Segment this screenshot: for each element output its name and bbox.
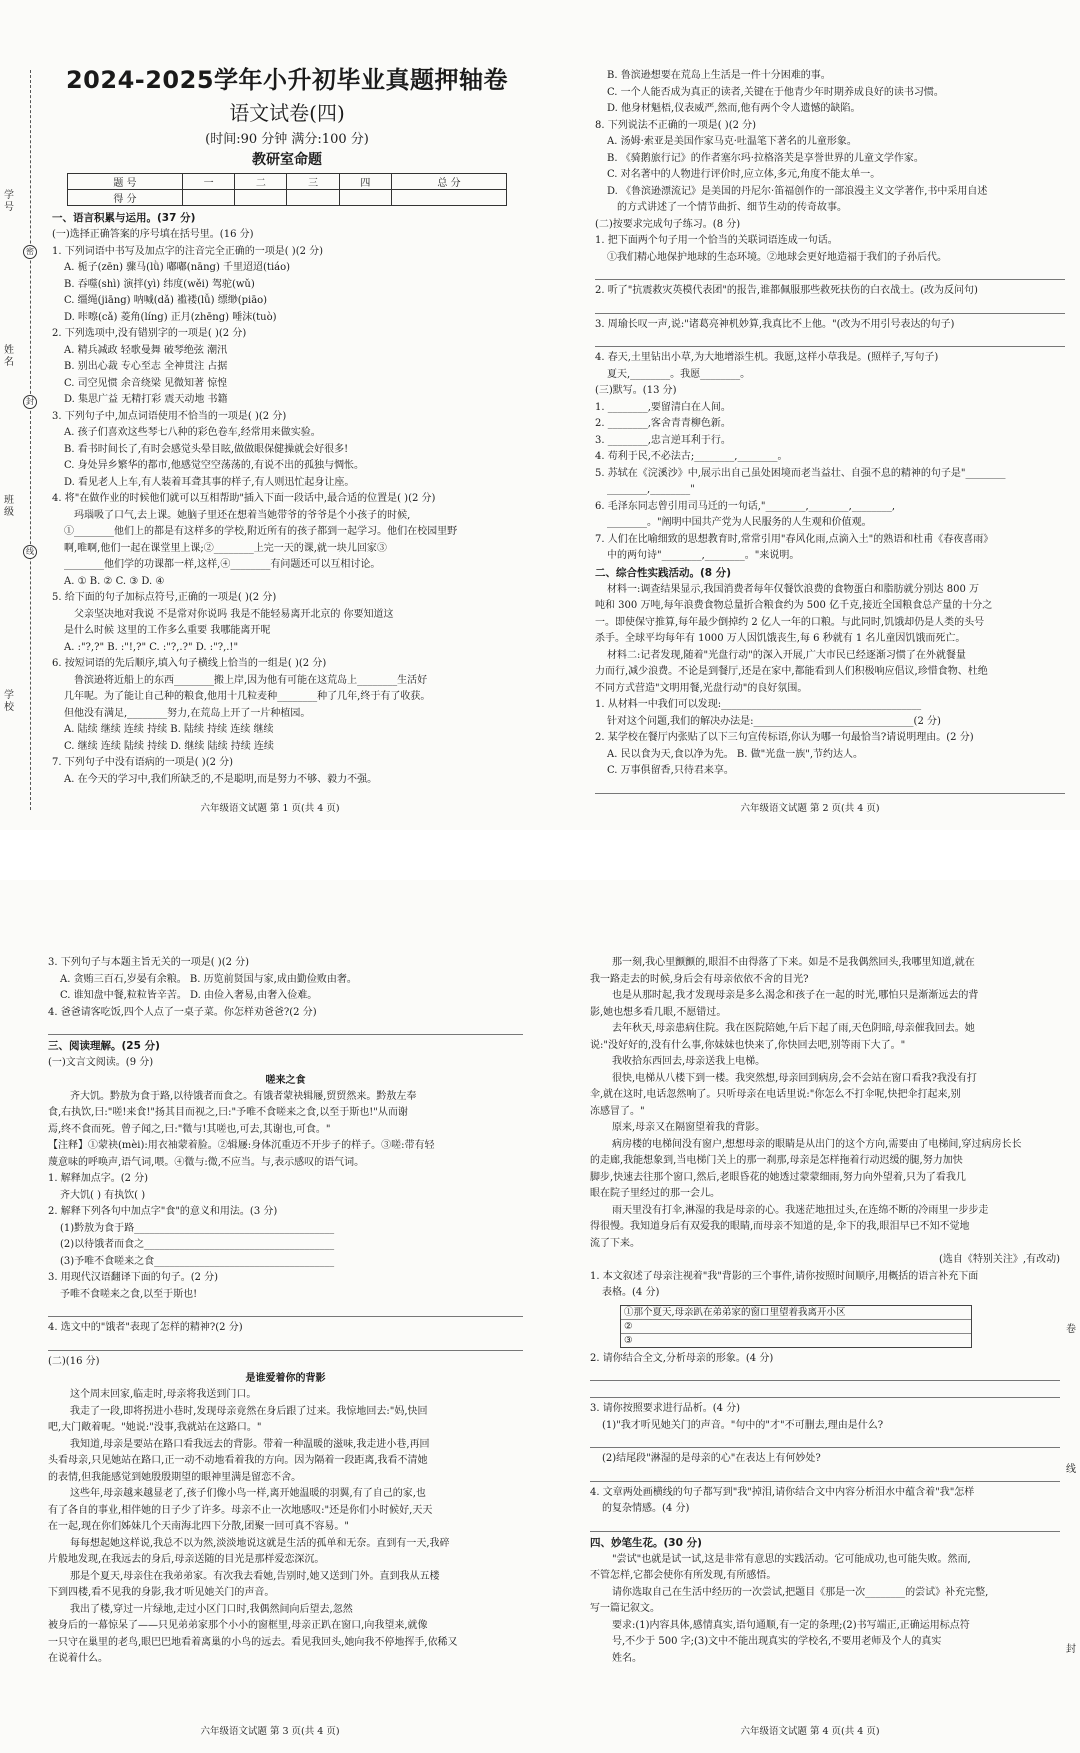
option-line: A. 栀子(zēn) 骤马(lǜ) 嘟嘟(nāng) 千里迢迢(tiáo) bbox=[64, 262, 291, 273]
passage-line: 片般地发现,在我远去的身后,母亲送随的目光是那样爱恋深沉。 bbox=[48, 1554, 325, 1565]
exam-department: 教研室命题 bbox=[252, 152, 322, 168]
passage-line: 但他没有满足,________努力,在荒岛上开了一片种植园。 bbox=[64, 707, 311, 719]
passage-line: 说:"没好好的,没有什么事,你妹妹也快来了,你快回去吧,别等雨下大了。" bbox=[590, 1039, 906, 1051]
question-line: 2. 请你结合全文,分析母亲的形象。(4 分) bbox=[590, 1352, 774, 1364]
answer-table bbox=[620, 1305, 972, 1348]
question-line: (1)黔敖为食于路________________________________________ bbox=[60, 1222, 335, 1234]
passage-line: 这个周末回家,临走时,母亲将我送到门口。 bbox=[70, 1389, 257, 1400]
edge-mark: 线 bbox=[1066, 1464, 1076, 1475]
prompt-line: "尝试"也就是试一试,这是非常有意思的实践活动。它可能成功,也可能失败。然而, bbox=[612, 1553, 971, 1565]
answer-line[interactable] bbox=[48, 1303, 523, 1317]
passage-line: 伞,就在这时,电话忽然响了。只听母亲在电话里说:"你怎么不打伞呢,快把伞打起来,别 bbox=[590, 1089, 961, 1100]
material-line: 力而行,减少浪费。不论是到餐厅,还是在家中,都能看到人们积极响应倡议,珍惜食物、杜绝 bbox=[595, 666, 988, 677]
answer-table-row[interactable]: ①那个夏天,母亲趴在弟弟家的窗口里望着我离开小区 bbox=[621, 1306, 971, 1320]
prompt-line: 号,不少于 500 字;(3)文中不能出现真实的学校名,不要用老师及个人的真实 bbox=[612, 1636, 942, 1647]
prompt-line: 不管怎样,它都会使你有所发现,有所感悟。 bbox=[590, 1570, 777, 1581]
passage-line: 也是从那时起,我才发现母亲是多么渴念和孩子在一起的时光,哪怕只是渐渐远去的背 bbox=[612, 990, 979, 1001]
option-line: A. 汤姆·索亚是美国作家马克·吐温笔下著名的儿童形象。 bbox=[607, 136, 857, 147]
binding-label-school: 学校 bbox=[4, 690, 14, 713]
option-line: B. 别出心裁 专心至志 全神贯注 占据 bbox=[64, 361, 228, 372]
passage-line: 吧,大门敞着呢。"她说:"没事,我就站在这路口。" bbox=[48, 1422, 262, 1433]
answer-line[interactable] bbox=[590, 1518, 1060, 1532]
option-line: A. :"?,?" B. :"!,?" C. :"?,.?" D. :"?,.!" bbox=[64, 641, 239, 653]
option-line: C. 司空见惯 余音绕梁 见微知著 惊惶 bbox=[64, 377, 228, 389]
question-line: (三)默写。(13 分) bbox=[595, 385, 677, 396]
passage-line: 的表情,但我能感觉到她殷殷期望的眼神里满是留恋不舍。 bbox=[48, 1471, 302, 1483]
passage-line: 我出了楼,穿过一片绿地,走过小区门口时,我偶然间向后望去,忽然 bbox=[70, 1603, 353, 1615]
question-line: 4. 春天,土里钻出小草,为大地增添生机。我愿,这样小草我是。(照样子,写句子) bbox=[595, 352, 939, 363]
binding-label-student-number: 学号 bbox=[4, 190, 14, 213]
question-line: 1. 从材料一中我们可以发现:________________________________________ bbox=[595, 699, 922, 710]
passage-line: 原来,母亲又在隔窗望着我的背影。 bbox=[612, 1122, 766, 1133]
question-line: 中的两句诗"________,________。"来说明。 bbox=[607, 550, 800, 561]
story-title: 嗟来之食 bbox=[265, 1074, 306, 1086]
answer-line[interactable] bbox=[590, 1434, 1060, 1448]
exam-subtitle: 语文试卷(四) bbox=[229, 101, 345, 125]
question-line: (2)以待饿者而食之______________________________________ bbox=[60, 1239, 335, 1250]
question-line: 1. 本文叙述了母亲注视着"我"背影的三个事件,请你按照时间顺序,用概括的语言补充下面 bbox=[590, 1270, 979, 1282]
passage-line: 在说着什么。 bbox=[48, 1653, 108, 1664]
page-1-column bbox=[52, 60, 522, 788]
score-header-cell: 三 bbox=[287, 174, 339, 190]
passage-line: 我收拾东西回去,母亲送我上电梯。 bbox=[612, 1056, 766, 1067]
question-line: 2. 解释下列各句中加点字"食"的意义和用法。(3 分) bbox=[48, 1206, 278, 1217]
question-line: 2. 某学校在餐厅内张贴了以下三句宣传标语,你认为哪一句最恰当?请说明理由。(2 分) bbox=[595, 732, 974, 743]
question-line: 3. 下列句子中,加点词语使用不恰当的一项是( )(2 分) bbox=[52, 410, 287, 422]
option-line: D. 《鲁滨逊漂流记》是美国的丹尼尔·笛福创作的一部浪漫主义文学著作,书中采用自述 bbox=[607, 185, 988, 197]
section-heading: 二、综合性实践活动。(8 分) bbox=[595, 566, 732, 579]
option-line: C. 谁知盘中餐,粒粒皆辛苦。 D. 由俭入奢易,由奢入俭难。 bbox=[60, 990, 318, 1001]
passage-line: 我走了一段,即将拐进小巷时,发现母亲竟然在身后跟了过来。我惊地回去:"妈,快回 bbox=[70, 1405, 428, 1417]
passage-line: 鲁滨逊将近船上的东西________搬上岸,因为他有可能在这荒岛上________生活好 bbox=[74, 674, 428, 686]
option-line: D. 看见老人上车,有人装着耳聋其事的样子,有人则迅忙起身让座。 bbox=[64, 476, 355, 488]
score-header-cell: 总 分 bbox=[392, 174, 507, 190]
question-line: 2. ________,客舍青青柳色新。 bbox=[595, 418, 731, 429]
material-line: 材料一:调查结果显示,我国消费者每年仅餐饮浪费的食物蛋白和脂肪就分别达 800 万 bbox=[607, 583, 979, 595]
option-line: A. 精兵减政 轻歌曼舞 破琴绝弦 潮汛 bbox=[64, 344, 228, 356]
question-line: 5. 苏轼在《浣溪沙》中,展示出自己虽处困境而老当益壮、自强不息的精神的句子是"________ bbox=[595, 467, 1006, 479]
option-line: A. 孩子们喜欢这些琴七八种的彩色卷车,经常用来做实验。 bbox=[64, 427, 321, 438]
answer-line[interactable] bbox=[590, 1468, 1060, 1482]
passage-line: 流了下来。 bbox=[590, 1237, 640, 1249]
source-note: (选自《特别关注》,有改动) bbox=[939, 1254, 1060, 1265]
passage-line: 我知道,母亲是要站在路口看我远去的背影。带着一种温暖的滋味,我走进小巷,再回 bbox=[70, 1438, 430, 1450]
question-line: 针对这个问题,我们的解决办法是:________________________________(2 分) bbox=[607, 715, 941, 727]
question-line: (3)予唯不食嗟来之食____________________________________ bbox=[60, 1255, 335, 1267]
question-line: 3. ________,忠言逆耳利于行。 bbox=[595, 434, 731, 446]
binding-label-class: 班级 bbox=[4, 495, 14, 518]
annotation-line: 【注释】①蒙袂(mèi):用衣袖蒙着脸。②辑屦:身体沉重迈不开步子的样子。③嗟:带有轻 bbox=[48, 1140, 435, 1151]
score-input-cell[interactable] bbox=[235, 190, 287, 206]
question-line: 4. 将"在做作业的时候他们就可以互相帮助"插入下面一段话中,最合适的位置是( )(2 分) bbox=[52, 493, 436, 504]
option-line: A. ① B. ② C. ③ D. ④ bbox=[64, 575, 165, 587]
score-header-cell: 四 bbox=[339, 174, 391, 190]
question-line: 6. 按短词语的先后顺序,填入句子横线上恰当的一组是( )(2 分) bbox=[52, 658, 327, 669]
score-input-cell[interactable] bbox=[182, 190, 234, 206]
passage-line: 眼在院子里经过的那一会儿。 bbox=[590, 1188, 720, 1199]
question-line: 7. 下列句子中没有语病的一项是( )(2 分) bbox=[52, 757, 234, 768]
score-input-cell[interactable] bbox=[392, 190, 507, 206]
option-line: C. 缰绳(jiāng) 呐喊(dǎ) 褴褛(lǚ) 缥缈(piāo) bbox=[64, 295, 268, 306]
question-line: 4. 爸爸请客吃饭,四个人点了一桌子菜。你怎样劝爸爸?(2 分) bbox=[48, 1006, 317, 1018]
passage-line: 得很慢。我知道身后有双爱我的眼睛,而母亲不知道的是,伞下的我,眼泪早已不知不觉地 bbox=[590, 1221, 970, 1232]
question-line: 表格。(4 分) bbox=[602, 1287, 660, 1298]
edge-mark: 卷 bbox=[1066, 1324, 1076, 1335]
binding-label-name: 姓名 bbox=[4, 345, 14, 368]
material-line: 杀手。全球平均每年有 1000 万人因饥饿丧生,每 6 秒就有 1 名儿童因饥饿而死亡。 bbox=[595, 633, 966, 644]
edge-mark: 封 bbox=[1066, 1644, 1076, 1655]
question-line: 3. 周瑜长叹一声,说:"诸葛亮神机妙算,我真比不上他。"(改为不用引号表达的句子) bbox=[595, 318, 955, 330]
passage-line: ________他们学的功课都一样,这样,④________有问题还可以互相讨论。 bbox=[64, 559, 381, 570]
binding-mark-seal: 密 bbox=[23, 245, 37, 259]
passage-line: 被身后的一幕惊呆了——只见弟弟家那个小小的窗框里,母亲正趴在窗口,向我望来,就像 bbox=[48, 1620, 428, 1631]
option-line: A. 在今天的学习中,我们所缺乏的,不是聪明,而是努力不够、毅力不强。 bbox=[64, 773, 378, 785]
option-line: C. 对名著中的人物进行评价时,应立体,多元,角度不能太单一。 bbox=[607, 169, 881, 180]
question-line: 6. 毛泽东同志曾引用司马迁的一句话,"________,________,________, bbox=[595, 500, 896, 512]
subsection-heading: (二)(16 分) bbox=[48, 1355, 100, 1367]
option-line: A. 陆续 继续 连续 持续 B. 陆续 持续 连续 继续 bbox=[64, 724, 274, 735]
option-line: B. 吞噬(shì) 演拌(yì) 纬度(wěi) 驾驼(wǔ) bbox=[64, 278, 255, 290]
option-line: D. 他身材魁梧,仪表威严,然而,他有两个令人遗憾的缺陷。 bbox=[607, 103, 861, 114]
answer-line[interactable] bbox=[595, 266, 1065, 280]
passage-line: 影,她也想多看几眼,不愿错过。 bbox=[590, 1006, 727, 1018]
passage-line: 啊,唯啊,他们一起在课堂里上课;②________上完一天的课,就一块儿回家③ bbox=[64, 542, 387, 554]
passage-line: 这些年,母亲越来越显老了,孩子们像小鸟一样,离开她温暖的羽翼,有了自己的家,也 bbox=[70, 1488, 426, 1499]
page-gap bbox=[0, 830, 1080, 880]
passage-line: 雨天里没有打伞,淋湿的我是母亲的心。我迷茫地扭过头,在连绵不断的冷雨里一步步走 bbox=[612, 1204, 989, 1216]
question-line: ________。"阐明中国共产党为人民服务的人生观和价值观。 bbox=[607, 517, 872, 528]
page-footer: 六年级语文试题 第 4 页(共 4 页) bbox=[740, 1726, 880, 1737]
option-line: C. 万事俱留香,只待君来享。 bbox=[607, 765, 734, 776]
answer-table-row[interactable]: ③ bbox=[624, 1334, 633, 1346]
passage-line: 的走廊,我能想象到,当电梯门关上的那一刹那,母亲是怎样拖着行动迟缓的腿,努力加快 bbox=[590, 1155, 963, 1166]
page-footer: 六年级语文试题 第 3 页(共 4 页) bbox=[200, 1726, 340, 1737]
section-heading: 四、妙笔生花。(30 分) bbox=[590, 1536, 702, 1549]
page-footer: 六年级语文试题 第 1 页(共 4 页) bbox=[200, 803, 340, 814]
option-line: B. 看书时间长了,有时会感觉头晕目眩,做做眼保健操就会好很多! bbox=[64, 443, 349, 455]
section-heading: 三、阅读理解。(25 分) bbox=[48, 1040, 160, 1052]
question-line: ①我们精心地保护地球的生态环境。②地球会更好地造福于我们的子孙后代。 bbox=[607, 251, 947, 263]
exam-meta: (时间:90 分钟 满分:100 分) bbox=[205, 132, 369, 147]
option-line: B. 《骑鹅旅行记》的作者塞尔玛·拉格洛芙是享誉世界的儿童文学作家。 bbox=[607, 152, 924, 164]
question-line: 夏天,________。我愿________。 bbox=[607, 368, 751, 380]
passage-line: 是什么时候 这里的工作多么重要 我哪能离开呢 bbox=[64, 625, 271, 636]
page-4-column bbox=[590, 955, 1060, 1667]
passage-line: 冻感冒了。" bbox=[590, 1105, 645, 1117]
question-line: 2. 听了"抗震救灾英模代表团"的报告,谁都佩服那些救死扶伤的白衣战士。(改为反问句) bbox=[595, 285, 978, 296]
question-line: 齐大饥( ) 有执饮( ) bbox=[60, 1189, 146, 1201]
essay-title: 是谁爱着你的背影 bbox=[245, 1373, 326, 1384]
answer-line[interactable] bbox=[48, 1021, 523, 1035]
score-input-cell[interactable] bbox=[287, 190, 339, 206]
annotation-line: 蔑意味的呼唤声,语气词,喂。④微与:微,不应当。与,表示感叹的语气词。 bbox=[48, 1156, 365, 1168]
binding-mark-envelope: 封 bbox=[23, 395, 37, 409]
page-2-column bbox=[595, 68, 1065, 797]
passage-line: 焉,终不食而死。曾子闻之,曰:"微与!其嗟也,可去,其谢也,可食。" bbox=[48, 1123, 331, 1135]
score-table bbox=[67, 173, 507, 206]
material-line: 一。即使保守推算,每年最少倒掉约 2 亿人一年的口粮。与此同时,饥饿却仍是人类的头号 bbox=[595, 616, 985, 628]
question-line: 1. 解释加点字。(2 分) bbox=[48, 1173, 149, 1184]
exam-page-2 bbox=[540, 0, 1080, 830]
question-line: 3. 下列句子与本题主旨无关的一项是( )(2 分) bbox=[48, 957, 250, 968]
option-line: 的方式讲述了一个情节曲折、细节生动的传奇故事。 bbox=[617, 202, 847, 213]
passage-line: 很快,电梯从八楼下到一楼。我突然想,母亲回到病房,会不会站在窗口看我?我没有打 bbox=[612, 1072, 977, 1084]
score-row-label: 得 分 bbox=[68, 190, 183, 206]
passage-line: ①________他们上的都是有这样多的学校,附近所有的孩子都到一起学习。他们在校园里野 bbox=[64, 526, 458, 537]
page-footer: 六年级语文试题 第 2 页(共 4 页) bbox=[740, 803, 880, 814]
option-line: B. 鲁滨逊想要在荒岛上生活是一件十分困难的事。 bbox=[607, 70, 831, 81]
prompt-line: 要求:(1)内容具体,感情真实,语句通顺,有一定的条理;(2)书写端正,正确运用标点符 bbox=[612, 1619, 970, 1631]
answer-line[interactable] bbox=[595, 780, 1065, 794]
passage-line: 父亲坚决地对我说 不是常对你说吗 我是不能轻易离开北京的 你要知道这 bbox=[74, 608, 394, 620]
question-line: 3. 用现代汉语翻译下面的句子。(2 分) bbox=[48, 1272, 219, 1283]
question-line: ________,________" bbox=[607, 484, 695, 495]
passage-line: 几年呢。为了能让自己种的粮食,他用十几粒麦种________种了几年,终于有了收获。 bbox=[64, 691, 431, 702]
passage-line: 食,右执饮,曰:"嗟!来食!"扬其目而视之,曰:"予唯不食嗟来之食,以至于斯也!"从而谢 bbox=[48, 1107, 408, 1118]
question-line: 7. 人们在比喻细致的思想教育时,常常引用"春风化雨,点滴入土"的熟语和杜甫《春夜喜雨》 bbox=[595, 533, 994, 545]
passage-line: 去年秋天,母亲患病住院。我在医院陪她,午后下起了雨,天色阴暗,母亲催我回去。她 bbox=[612, 1023, 975, 1034]
score-table-header-row bbox=[68, 174, 507, 190]
option-line: A. 贪贿三百石,岁晏有余粮。 B. 历览前贤国与家,成由勤俭败由奢。 bbox=[60, 973, 357, 985]
passage-line: 齐大饥。黔敖为食于路,以待饿者而食之。有饿者蒙袂辑屦,贸贸然来。黔敖左奉 bbox=[70, 1090, 417, 1102]
question-line: 3. 请你按照要求进行品析。(4 分) bbox=[590, 1403, 741, 1414]
question-line: (二)按要求完成句子练习。(8 分) bbox=[595, 218, 741, 230]
material-line: 吨和 300 万吨,每年浪费食物总量折合粮食约为 500 亿千克,接近全国粮食总产量的十分之 bbox=[595, 600, 993, 611]
option-line: C. 一个人能否成为真正的读者,关键在于他青少年时期养成良好的读书习惯。 bbox=[607, 86, 944, 98]
page-3-column bbox=[48, 955, 523, 1668]
question-line: 1. ________,要留清白在人间。 bbox=[595, 401, 731, 413]
passage-line: 那是个夏天,母亲住在我弟弟家。有次我去看她,告别时,她又送到门外。直到我从五楼 bbox=[70, 1570, 440, 1582]
answer-line[interactable] bbox=[590, 1384, 1060, 1398]
question-line: (1)"我才听见她关门的声音。"句中的"才"不可删去,理由是什么? bbox=[602, 1419, 884, 1431]
score-header-cell: 一 bbox=[182, 174, 234, 190]
passage-line: 一只守在巢里的老鸟,眼巴巴地看着离巢的小鸟的远去。看见我回头,她向我不停地挥手,依稀又 bbox=[48, 1636, 458, 1648]
option-line: D. 集思广益 无精打彩 震天动地 书籍 bbox=[64, 394, 228, 405]
passage-line: 我一路走去的时候,身后会有母亲依依不舍的目光? bbox=[590, 973, 809, 985]
material-line: 材料二:记者发现,随着"光盘行动"的深入开展,广大市民已经逐渐习惯了在外就餐量 bbox=[607, 649, 966, 661]
binding-margin bbox=[0, 70, 44, 810]
answer-line[interactable] bbox=[595, 333, 1065, 347]
passage-line: 头看母亲,只见她站在路口,正一动不动地看着我的方向。因为隔着一段距离,我看不清她 bbox=[48, 1455, 428, 1466]
answer-line[interactable] bbox=[590, 1367, 1060, 1381]
question-line: 4. 苟利于民,不必法古;________,________。 bbox=[595, 451, 788, 462]
question-line: 予唯不食嗟来之食,以至于斯也! bbox=[60, 1288, 198, 1300]
score-header-cell: 二 bbox=[235, 174, 287, 190]
score-table-value-row bbox=[68, 190, 507, 206]
question-line: 4. 文章两处画横线的句子都写到"我"掉泪,请你结合文中内容分析泪水中蕴含着"我"怎样 bbox=[590, 1486, 975, 1498]
prompt-line: 请你选取自己在生活中经历的一次尝试,把题目《那是一次________的尝试》补充完整, bbox=[612, 1586, 989, 1598]
prompt-line: 写一篇记叙文。 bbox=[590, 1603, 660, 1614]
exam-page-1 bbox=[0, 0, 540, 830]
option-line: D. 咔嚓(cǎ) 菱角(líng) 正月(zhēng) 唾沫(tuò) bbox=[64, 311, 277, 323]
subsection-heading: (一)文言文阅读。(9 分) bbox=[48, 1057, 154, 1068]
question-line: 8. 下列说法不正确的一项是( )(2 分) bbox=[595, 119, 757, 131]
binding-dashed-line bbox=[30, 70, 31, 810]
option-line: C. 身处异乡繁华的都市,他感觉空空荡荡的,有说不出的孤独与惆怅。 bbox=[64, 460, 365, 471]
question-line: 4. 选文中的"饿者"表现了怎样的精神?(2 分) bbox=[48, 1322, 243, 1333]
passage-line: 脚步,快速去往那个窗口,然后,老眼昏花的她透过蒙蒙细雨,努力向外望着,只为了看我几 bbox=[590, 1171, 966, 1183]
prompt-line: 姓名。 bbox=[612, 1652, 642, 1664]
answer-line[interactable] bbox=[595, 300, 1065, 314]
score-header-cell: 题 号 bbox=[68, 174, 183, 190]
answer-line[interactable] bbox=[48, 1337, 523, 1351]
passage-line: 病房楼的电梯间没有窗户,想想母亲的眼睛是从出门的这个方向,需要由了电梯间,穿过病房长长 bbox=[612, 1138, 1022, 1150]
passage-line: 玛瑙吸了口气,去上课。她脑子里还在想着当她带爷的爷爷是个小孩子的时候, bbox=[74, 509, 411, 521]
passage-line: 下到四楼,看不见我的身影,我才听见她关门的声音。 bbox=[48, 1587, 275, 1598]
section-heading: 一、语言积累与运用。(37 分) bbox=[52, 212, 196, 224]
score-input-cell[interactable] bbox=[339, 190, 391, 206]
question-line: 5. 给下面的句子加标点符号,正确的一项是( )(2 分) bbox=[52, 592, 277, 603]
passage-line: 每每想起她这样说,我总不以为然,淡淡地说这就是生活的孤单和无奈。直到有一天,我碎 bbox=[70, 1537, 450, 1549]
answer-table-row[interactable]: ② bbox=[621, 1320, 971, 1334]
exam-page-3 bbox=[0, 880, 540, 1753]
question-line: 的复杂情感。(4 分) bbox=[602, 1503, 690, 1514]
binding-mark-line: 线 bbox=[23, 545, 37, 559]
material-line: 不同方式营造"文明用餐,光盘行动"的良好氛围。 bbox=[595, 682, 808, 694]
question-line: 2. 下列选项中,没有错别字的一项是( )(2 分) bbox=[52, 328, 247, 339]
question-line: (一)选择正确答案的序号填在括号里。(16 分) bbox=[52, 229, 254, 240]
option-line: A. 民以食为天,食以净为先。 B. 做"光盘一族",节约达人。 bbox=[607, 748, 864, 760]
question-line: 1. 把下面两个句子用一个恰当的关联词语连成一句话。 bbox=[595, 235, 838, 246]
option-line: C. 继续 连续 陆续 持续 D. 继续 陆续 持续 连续 bbox=[64, 740, 274, 752]
exam-page-4 bbox=[540, 880, 1080, 1753]
question-line: 1. 下列词语中书写及加点字的注音完全正确的一项是( )(2 分) bbox=[52, 245, 324, 257]
exam-title: 2024-2025学年小升初毕业真题押轴卷 bbox=[65, 66, 509, 94]
passage-line: 有了各自的事业,相伴她的日子少了许多。母亲不止一次地感叹:"还是你们小时候好,天天 bbox=[48, 1504, 433, 1516]
passage-line: 在一起,现在你们姊妹几个天南海北四下分散,团聚一回可真不容易。" bbox=[48, 1521, 349, 1532]
passage-line: 那一刻,我心里颤颤的,眼泪不由得落了下来。如是不是我偶然回头,我哪里知道,就在 bbox=[612, 957, 975, 968]
question-line: (2)结尾段"淋湿的是母亲的心"在表达上有何妙处? bbox=[602, 1453, 821, 1464]
